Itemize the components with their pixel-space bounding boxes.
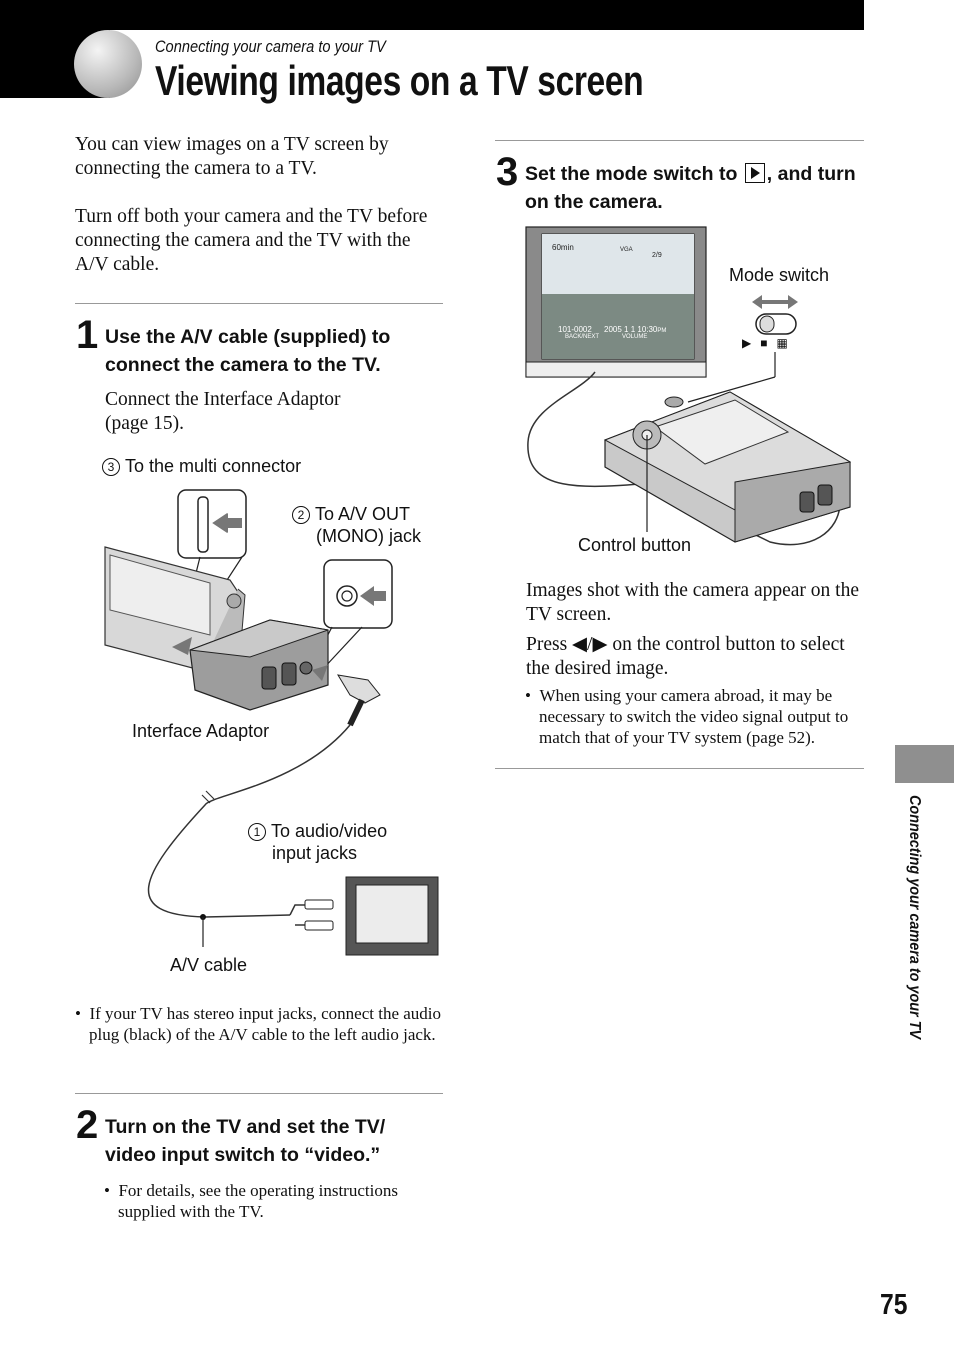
divider xyxy=(75,303,443,304)
osd-quality: VGA xyxy=(620,247,633,253)
divider xyxy=(75,1093,443,1094)
bullet-note: • When using your camera abroad, it may be necessary to switch the video signal output to match that of your TV system (page 52). xyxy=(525,686,849,747)
intro-paragraph: You can view images on a TV screen by connecting the camera to a TV. xyxy=(75,134,389,179)
label-av-input: 1 To audio/video input jacks xyxy=(248,820,387,864)
step-title: Set the mode switch to , and turn on the camera. xyxy=(525,163,856,213)
divider xyxy=(495,768,864,769)
chapter-logo-icon xyxy=(74,30,142,98)
step-title: Use the A/V cable (supplied) to connect the camera to the TV. xyxy=(105,326,391,376)
camera-mode-icon: ■ xyxy=(760,336,768,350)
page-number: 75 xyxy=(880,1289,908,1321)
playback-icon xyxy=(745,163,765,183)
step-text: Images shot with the camera appear on the TV screen. xyxy=(526,580,859,625)
osd-file: 101-0002 xyxy=(558,325,592,334)
step-title: Turn on the TV and set the TV/ video input switch to “video.” xyxy=(105,1116,386,1166)
divider xyxy=(495,140,864,141)
osd-volume: VOLUME xyxy=(622,334,648,340)
step-number: 1 xyxy=(76,313,99,357)
header-bar xyxy=(0,0,864,30)
label-av-cable: A/V cable xyxy=(170,955,248,975)
bullet-note: • For details, see the operating instructions supplied with the TV. xyxy=(104,1181,398,1221)
bullet-note: • If your TV has stereo input jacks, connect the audio plug (black) of the A/V cable to the left audio jack. xyxy=(75,1004,442,1044)
intro xyxy=(75,133,440,277)
movie-mode-icon: ▦ xyxy=(776,336,788,350)
section-subtitle: Connecting your camera to your TV xyxy=(155,37,386,56)
playback-mode-icon: ▶ xyxy=(742,336,752,350)
osd-battery: 60min xyxy=(552,243,574,252)
osd-date: 2005 1 1 10:30PM xyxy=(604,325,667,334)
osd-count: 2/9 xyxy=(652,252,662,259)
chapter-tab-label: Connecting your camera to your TV xyxy=(906,795,923,1040)
page-title: Viewing images on a TV screen xyxy=(155,57,644,104)
label-av-out: 2 To A/V OUT (MONO) jack xyxy=(292,503,421,547)
step-text: Press ◀/▶ on the control button to select the desired image. xyxy=(526,634,845,679)
step-text: Connect the Interface Adaptor (page 15). xyxy=(105,389,341,434)
label-interface-adaptor: Interface Adaptor xyxy=(132,721,270,741)
label-mode-switch: Mode switch xyxy=(729,265,830,285)
label-control-button: Control button xyxy=(578,535,692,555)
step-number: 3 xyxy=(496,150,519,194)
osd-back: BACK/NEXT xyxy=(565,334,600,340)
intro-paragraph: Turn off both your camera and the TV before connecting the camera and the TV with the A/V cable. xyxy=(75,206,428,275)
label-multi-connector: 3 To the multi connector xyxy=(102,455,301,477)
mode-icons xyxy=(742,336,788,351)
step-number: 2 xyxy=(76,1103,99,1147)
chapter-tab xyxy=(895,745,954,783)
